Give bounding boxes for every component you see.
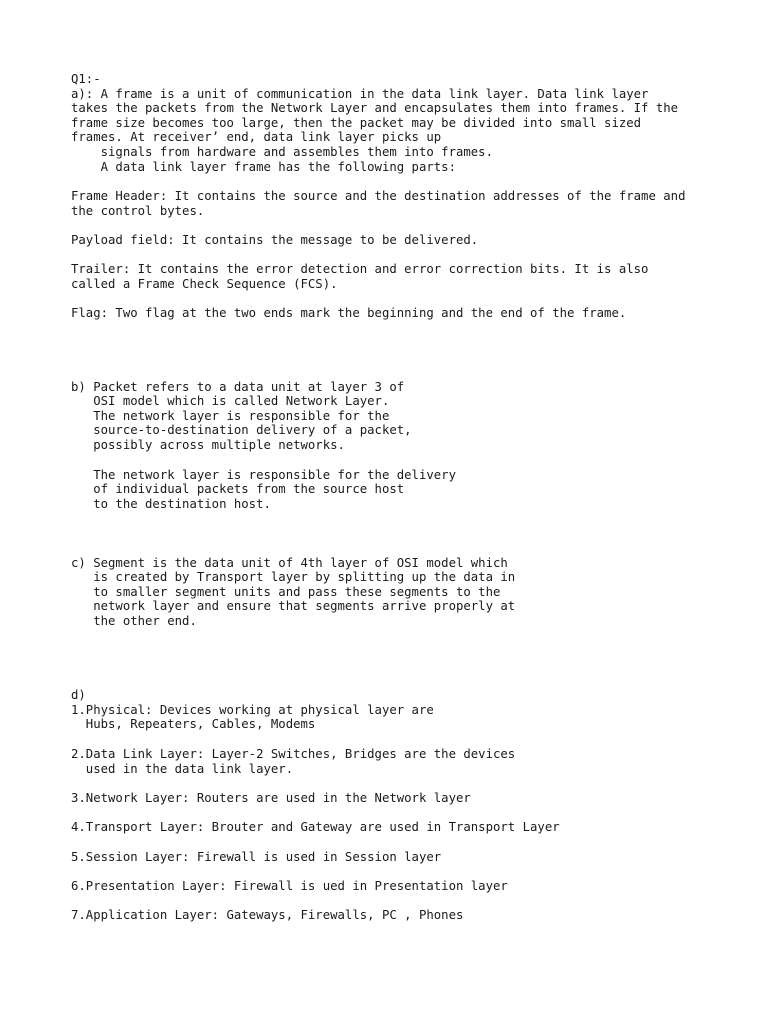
text-line: OSI model which is called Network Layer. bbox=[71, 394, 390, 408]
text-line: A data link layer frame has the following parts: bbox=[71, 160, 456, 174]
text-line: Frame Header: It contains the source and the destination addresses of the frame and bbox=[71, 189, 686, 203]
question-heading: Q1:- bbox=[71, 72, 101, 86]
text-line: frame size becomes too large, then the packet may be divided into small sized bbox=[71, 116, 642, 130]
text-line: Trailer: It contains the error detection and error correction bits. It is also bbox=[71, 262, 649, 276]
text-line: Hubs, Repeaters, Cables, Modems bbox=[71, 717, 316, 731]
text-line: c) Segment is the data unit of 4th layer of OSI model which bbox=[71, 556, 508, 570]
text-line: 4.Transport Layer: Brouter and Gateway are used in Transport Layer bbox=[71, 820, 560, 834]
text-line: network layer and ensure that segments arrive properly at bbox=[71, 599, 516, 613]
text-line: The network layer is responsible for the bbox=[71, 409, 390, 423]
text-line: 6.Presentation Layer: Firewall is ued in Presentation layer bbox=[71, 879, 508, 893]
part-d-heading: d) bbox=[71, 688, 86, 702]
text-line: to the destination host. bbox=[71, 497, 271, 511]
text-line: source-to-destination delivery of a packet, bbox=[71, 423, 412, 437]
text-line: possibly across multiple networks. bbox=[71, 438, 345, 452]
text-line: is created by Transport layer by splitting up the data in bbox=[71, 570, 516, 584]
text-line: 7.Application Layer: Gateways, Firewalls, PC , Phones bbox=[71, 908, 464, 922]
text-line: b) Packet refers to a data unit at layer 3 of bbox=[71, 380, 405, 394]
text-line: frames. At receiver’ end, data link layer picks up bbox=[71, 130, 442, 144]
text-line: of individual packets from the source host bbox=[71, 482, 405, 496]
text-line: the control bytes. bbox=[71, 204, 205, 218]
text-line: 3.Network Layer: Routers are used in the Network layer bbox=[71, 791, 471, 805]
text-line: 5.Session Layer: Firewall is used in Session layer bbox=[71, 850, 442, 864]
text-line: The network layer is responsible for the delivery bbox=[71, 468, 456, 482]
text-line: Payload field: It contains the message to be delivered. bbox=[71, 233, 479, 247]
text-line: to smaller segment units and pass these segments to the bbox=[71, 585, 501, 599]
text-line: 1.Physical: Devices working at physical layer are bbox=[71, 703, 434, 717]
text-line: signals from hardware and assembles them into frames. bbox=[71, 145, 493, 159]
text-line: used in the data link layer. bbox=[71, 762, 294, 776]
text-line: Flag: Two flag at the two ends mark the beginning and the end of the frame. bbox=[71, 306, 627, 320]
text-line: takes the packets from the Network Layer and encapsulates them into frames. If the bbox=[71, 101, 679, 115]
text-line: called a Frame Check Sequence (FCS). bbox=[71, 277, 338, 291]
text-line: a): A frame is a unit of communication in the data link layer. Data link layer bbox=[71, 87, 649, 101]
text-line: the other end. bbox=[71, 614, 197, 628]
text-line: 2.Data Link Layer: Layer-2 Switches, Bridges are the devices bbox=[71, 747, 516, 761]
